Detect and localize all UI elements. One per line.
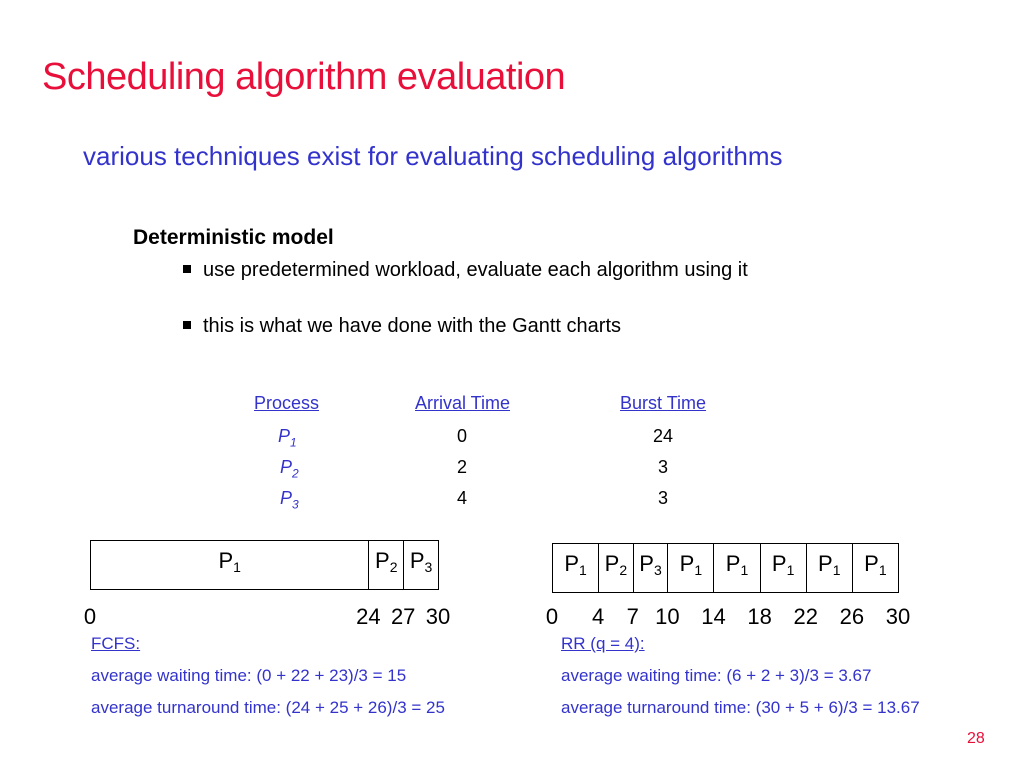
gantt-segment [369,541,404,589]
fcfs-turnaround-time: average turnaround time: (24 + 25 + 26)/3 = 25 [91,698,445,717]
gantt-segment [761,544,807,592]
bullet-text: use predetermined workload, evaluate each algorithm using it [203,259,748,281]
segment-label: P [218,548,234,573]
process-index: 2 [292,466,299,481]
segment-index: 3 [653,562,662,578]
gantt-segment [599,544,634,592]
segment-index: 1 [786,562,795,578]
time-tick-label: 7 [626,604,639,629]
segment-index: 2 [389,559,398,575]
square-bullet-icon [183,265,191,273]
arrival-time: 2 [457,457,468,477]
table-header-arrival: Arrival Time [415,393,511,413]
fcfs-heading: FCFS: [91,634,141,653]
segment-label: P [639,551,654,576]
segment-label: P [375,548,390,573]
segment-label: P [564,551,579,576]
square-bullet-icon [183,321,191,329]
table-header-burst: Burst Time [620,393,707,413]
fcfs-gantt-chart [90,540,439,590]
bullet-item [183,315,621,338]
process-letter: P [280,488,293,508]
burst-time: 24 [653,426,674,446]
segment-index: 1 [740,562,749,578]
arrival-time: 0 [457,426,468,446]
process-letter: P [280,457,293,477]
time-tick-label: 0 [83,604,97,629]
segment-index: 1 [233,559,241,575]
time-tick-label: 4 [592,604,605,629]
burst-time: 3 [658,488,669,508]
time-tick-label: 22 [793,604,818,629]
rr-waiting-time: average waiting time: (6 + 2 + 3)/3 = 3.67 [561,666,872,685]
gantt-segment [404,541,439,589]
gantt-segment [853,544,899,592]
segment-index: 1 [878,562,887,578]
time-tick-label: 30 [425,604,451,629]
rr-gantt-chart [552,543,899,593]
segment-index: 2 [619,562,628,578]
bullet-text: this is what we have done with the Gantt charts [203,315,621,337]
bullet-item [183,259,748,282]
gantt-segment [91,541,369,589]
segment-index: 1 [694,562,703,578]
time-tick-label: 14 [701,604,726,629]
process-letter: P [278,426,291,446]
segment-label: P [604,551,620,576]
page-number: 28 [967,730,985,747]
time-tick-label: 24 [356,604,381,629]
segment-label: P [818,551,833,576]
gantt-segment [553,544,599,592]
segment-label: P [679,551,695,576]
process-index: 3 [292,497,299,512]
time-tick-label: 30 [885,604,911,629]
segment-label: P [864,551,879,576]
time-tick-label: 0 [545,604,559,629]
process-name [278,426,297,450]
process-index: 1 [290,435,297,450]
table-header-process: Process [254,393,320,413]
gantt-segment [807,544,853,592]
time-tick-label: 27 [390,604,416,629]
slide-title: Scheduling algorithm evaluation [42,56,566,98]
segment-index: 1 [832,562,841,578]
gantt-segment [668,544,714,592]
segment-index: 3 [424,559,433,575]
rr-heading: RR (q = 4): [561,634,645,653]
time-tick-label: 26 [839,604,865,629]
gantt-segment [634,544,669,592]
time-tick-label: 10 [655,604,680,629]
rr-turnaround-time: average turnaround time: (30 + 5 + 6)/3 = 13.67 [561,698,920,717]
process-name [280,457,299,481]
segment-label: P [409,548,425,573]
burst-time: 3 [658,457,669,477]
gantt-segment [714,544,760,592]
process-name [280,488,299,512]
segment-index: 1 [579,562,587,578]
segment-label: P [725,551,741,576]
fcfs-waiting-time: average waiting time: (0 + 22 + 23)/3 = 15 [91,666,407,685]
segment-label: P [771,551,787,576]
arrival-time: 4 [457,488,468,508]
slide-subtitle: various techniques exist for evaluating scheduling algorithms [83,141,783,171]
time-tick-label: 18 [747,604,772,629]
section-heading: Deterministic model [133,226,334,249]
